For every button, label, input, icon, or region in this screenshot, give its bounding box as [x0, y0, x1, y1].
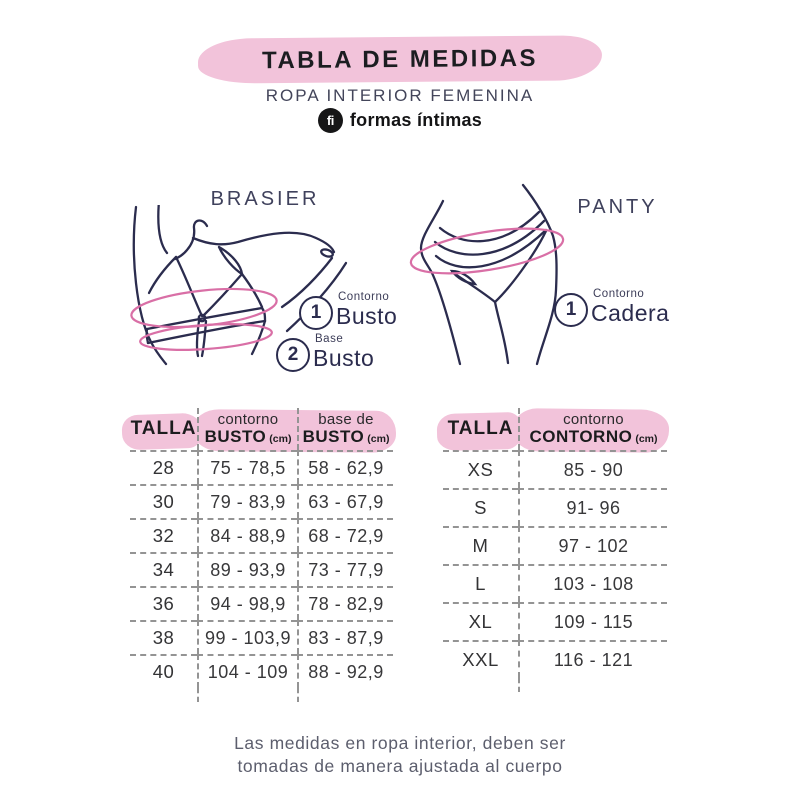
- note-line-2: tomadas de manera ajustada al cuerpo: [237, 755, 563, 776]
- brasier-size-table: [130, 408, 393, 722]
- size-cell: S: [443, 488, 518, 526]
- table-tail: [518, 678, 667, 692]
- measure-small-text: Base: [315, 333, 344, 345]
- table-tail: [443, 678, 518, 692]
- size-cell: 30: [130, 484, 197, 518]
- range-cell: 91- 96: [518, 488, 667, 526]
- range-cell: 73 - 77,9: [297, 552, 393, 586]
- range-cell: 116 - 121: [518, 640, 667, 678]
- panty-section-title: PANTY: [577, 196, 658, 218]
- size-cell: 36: [130, 586, 197, 620]
- column-header-contorno: contorno CONTORNO (cm): [518, 408, 667, 450]
- brand-name: formas íntimas: [349, 110, 483, 130]
- measurement-note: [0, 732, 800, 778]
- column-header-contorno-busto: contorno BUSTO (cm): [197, 408, 297, 450]
- column-header-base-busto: base de BUSTO (cm): [297, 408, 393, 450]
- table-tail: [197, 688, 297, 702]
- measure-big-text: Busto: [313, 344, 375, 371]
- panty-body-lines: [421, 185, 557, 364]
- range-cell: 109 - 115: [518, 602, 667, 640]
- brasier-section-title: BRASIER: [210, 188, 320, 210]
- measure-small-text: Contorno: [593, 288, 645, 300]
- measure-small-text: Contorno: [338, 291, 390, 303]
- measure-big-text: Busto: [336, 302, 398, 329]
- size-cell: 40: [130, 654, 197, 688]
- range-cell: 97 - 102: [518, 526, 667, 564]
- range-cell: 103 - 108: [518, 564, 667, 602]
- measure-number-circle: 2: [276, 338, 310, 372]
- size-cell: 34: [130, 552, 197, 586]
- measure-number-circle: 1: [554, 293, 588, 327]
- measure-big-text: Cadera: [591, 299, 670, 326]
- size-cell: L: [443, 564, 518, 602]
- range-cell: 99 - 103,9: [197, 620, 297, 654]
- table-tail: [130, 688, 197, 702]
- range-cell: 63 - 67,9: [297, 484, 393, 518]
- column-header-talla: TALLA: [447, 418, 514, 440]
- size-cell: 38: [130, 620, 197, 654]
- bra-measure-2-label: [276, 333, 374, 372]
- range-cell: 85 - 90: [518, 450, 667, 488]
- range-cell: 83 - 87,9: [297, 620, 393, 654]
- brand-logo-icon: fi: [318, 108, 343, 133]
- panty-size-table: [443, 408, 667, 716]
- range-cell: 84 - 88,9: [197, 518, 297, 552]
- size-cell: 32: [130, 518, 197, 552]
- range-cell: 89 - 93,9: [197, 552, 297, 586]
- page-subtitle: ROPA INTERIOR FEMENINA: [265, 86, 535, 105]
- hip-measure-tape-icon: [408, 220, 566, 282]
- size-cell: XL: [443, 602, 518, 640]
- size-cell: XXL: [443, 640, 518, 678]
- bra-measure-1-label: [299, 291, 397, 330]
- size-cell: M: [443, 526, 518, 564]
- range-cell: 104 - 109: [197, 654, 297, 688]
- range-cell: 88 - 92,9: [297, 654, 393, 688]
- range-cell: 58 - 62,9: [297, 450, 393, 484]
- range-cell: 68 - 72,9: [297, 518, 393, 552]
- title-blob: [198, 35, 602, 84]
- range-cell: 75 - 78,5: [197, 450, 297, 484]
- range-cell: 78 - 82,9: [297, 586, 393, 620]
- size-cell: XS: [443, 450, 518, 488]
- note-line-1: Las medidas en ropa interior, deben ser: [234, 733, 566, 753]
- measure-number-circle: 1: [299, 296, 333, 330]
- table-tail: [297, 688, 393, 702]
- page-title: TABLA DE MEDIDAS: [261, 44, 539, 74]
- panty-measure-1-label: [554, 288, 669, 327]
- range-cell: 79 - 83,9: [197, 484, 297, 518]
- size-cell: 28: [130, 450, 197, 484]
- column-header-talla: TALLA: [130, 418, 197, 440]
- range-cell: 94 - 98,9: [197, 586, 297, 620]
- brand: [0, 108, 800, 133]
